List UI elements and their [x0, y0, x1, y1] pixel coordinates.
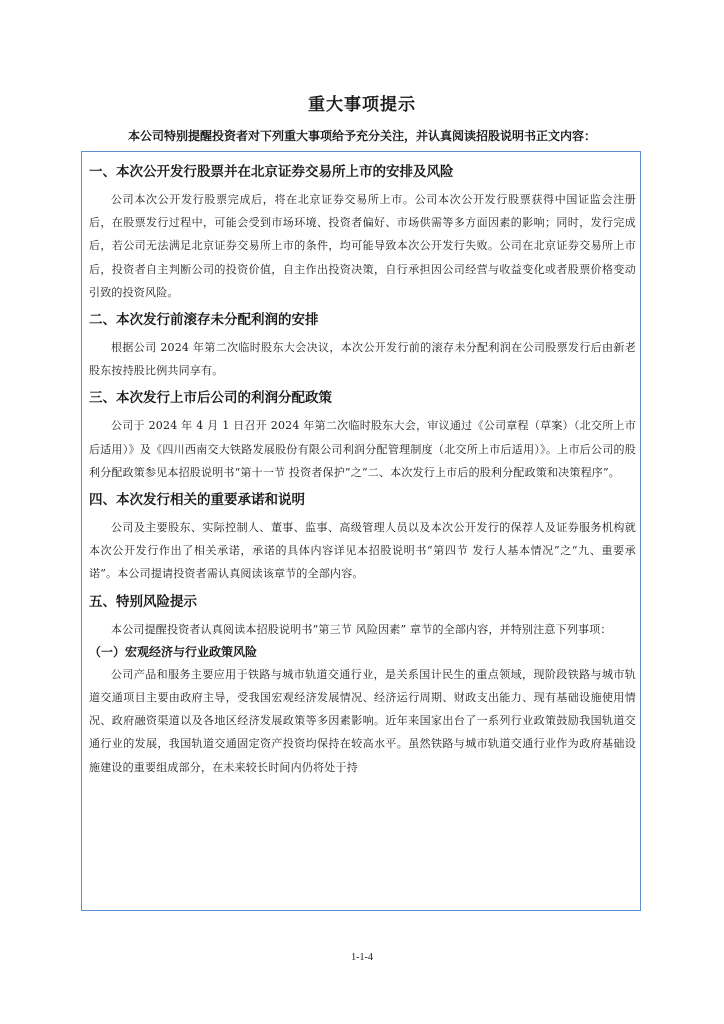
page-title: 重大事项提示 — [308, 95, 416, 115]
section-5-paragraph: 本公司提醒投资者认真阅读本招股说明书“第三节 风险因素” 章节的全部内容，并特别注意下列事项： — [111, 622, 612, 636]
intro-text: 本公司特别提醒投资者对下列重大事项给予充分关注，并认真阅读招股说明书正文内容： — [127, 129, 596, 143]
section-2-paragraph: 根据公司 2024 年第二次临时股东大会决议，本次公开发行前的滚存未分配利润在公司股票发行后由新老股东按持股比例共同享有。 — [89, 341, 636, 378]
page-number: 1-1-4 — [351, 952, 373, 963]
section-heading-1: 一、本次公开发行股票并在北京证券交易所上市的安排及风险 — [89, 164, 454, 180]
section-heading-5: 五、特别风险提示 — [89, 593, 197, 610]
section-4-paragraph: 公司及主要股东、实际控制人、董事、监事、高级管理人员以及本次公开发行的保荐人及证券服务机构就本次公开发行作出了相关承诺，承诺的具体内容详见本招股说明书“第四节 发行人基本情况”之“九、重要承诺”。本公司提请投资者需认真阅读该章节的全部内容。 — [89, 521, 636, 581]
content-box — [81, 151, 641, 911]
section-heading-4: 四、本次发行相关的重要承诺和说明 — [89, 492, 305, 509]
subsection-macro-risk-paragraph: 公司产品和服务主要应用于铁路与城市轨道交通行业，是关系国计民生的重点领域，现阶段铁路与城市轨道交通项目主要由政府主导，受我国宏观经济发展情况、经济运行周期、财政支出能力、现有基础设施使用情况、政府融资渠道以及各地区经济发展政策等多因素影响。近年来国家出台了一系列行业政策鼓励我国轨道交通行业的发展，我国轨道交通固定资产投资均保持在较高水平。虽然铁路与城市轨道交通行业作为政府基础设施建设的重要组成部分，在未来较长时间内仍将处于持 — [89, 667, 636, 774]
section-heading-3: 三、本次发行上市后公司的利润分配政策 — [89, 390, 332, 407]
section-3-paragraph: 公司于 2024 年 4 月 1 日召开 2024 年第二次临时股东大会，审议通过《公司章程（草案）（北交所上市后适用）》及《四川西南交大铁路发展股份有限公司利润分配管理制度（北交所上市后适用）》。上市后公司的股利分配政策参见本招股说明书“第十一节 投资者保护”之“二、本次发行上市后的股利分配政策和决策程序”。 — [89, 419, 636, 479]
section-heading-2: 二、本次发行前滚存未分配利润的安排 — [89, 312, 319, 329]
subsection-heading-macro-risk: （一）宏观经济与行业政策风险 — [89, 644, 258, 659]
section-1-paragraph: 公司本次公开发行股票完成后，将在北京证券交易所上市。公司本次公开发行股票获得中国证监会注册后，在股票发行过程中，可能会受到市场环境、投资者偏好、市场供需等多方面因素的影响；同时，发行完成后，若公司无法满足北京证券交易所上市的条件，均可能导致本次公开发行失败。公司在北京证券交易所上市后，投资者自主判断公司的投资价值，自主作出投资决策，自行承担因公司经营与收益变化或者股票价格变动引致的投资风险。 — [89, 193, 636, 299]
